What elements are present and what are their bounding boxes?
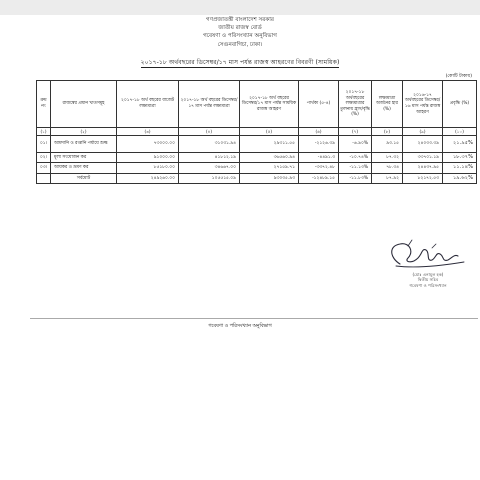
table-row-income-tax	[37, 163, 477, 174]
footer-text: গবেষণা ও পরিসংখ্যান অনুবিভাগ	[208, 324, 272, 329]
cell-provisional-collection: ৩৬৫৬০.৯৪	[240, 153, 299, 163]
cell-achievement-rate: ৭৮.৩৪	[372, 163, 403, 174]
col-header-budget-target: ২০১৭-১৮ অর্থ বছরের বাজেট লক্ষ্যমাত্রা	[117, 81, 179, 128]
col-number: (৯)	[403, 128, 443, 136]
cell-previous-year-collection: ২৪০৩৩.৩৯	[403, 136, 443, 153]
cell-serial: ০১।	[37, 136, 51, 153]
signature-block	[378, 272, 478, 288]
cell-period-target: ৩১০৩১.৯৪	[179, 136, 240, 153]
cell-achievement-rate: ৯৩.১৫	[372, 136, 403, 153]
cell-revenue-head: মূল্য সংযোজন কর	[51, 153, 117, 163]
cell-period-target: ১০৫৫১৫.০৯	[179, 174, 240, 184]
col-header-provisional-collection: ২০১৭-১৮ অর্থ বছরের ডিসেম্বর/১৭ মাস পর্যন্ত সাময়িক রাজস্ব আহরণ	[240, 81, 299, 128]
cell-growth: ১৯.৬২%	[443, 174, 477, 184]
scan-top-band	[0, 0, 480, 15]
col-number: (২)	[51, 128, 117, 136]
revenue-table	[36, 80, 477, 184]
cell-change-vs-target: -১১.১৩%	[339, 163, 372, 174]
header-nbr: জাতীয় রাজস্ব বোর্ড	[218, 25, 262, 31]
cell-change-vs-target: -১১.৮৩%	[339, 174, 372, 184]
cell-budget-target: ৯১০০০.০০	[117, 153, 179, 163]
signatory-name: (মোঃ এনামুল হক)	[412, 272, 444, 277]
col-number: (৭)	[339, 128, 372, 136]
cell-serial: ০৩।	[37, 163, 51, 174]
cell-provisional-collection: ৯৩০৩৫.৯৩	[240, 174, 299, 184]
header-division: গবেষণা ও পরিসংখ্যান অনুবিভাগ	[203, 33, 277, 39]
col-header-change-vs-target: ২০১৭-১৮ অর্থবছরের লক্ষ্যমাত্রার তুলনায় হ্রাস/বৃদ্ধি (%)	[339, 81, 372, 128]
cell-change-vs-target: -৬.৯০%	[339, 136, 372, 153]
cell-difference: -৩৩৭২.৪৮	[299, 163, 339, 174]
cell-total-label: সর্বমোট	[51, 174, 117, 184]
cell-serial: ০২।	[37, 153, 51, 163]
amount-unit-note: (কোটি টাকায়)	[445, 74, 472, 79]
cell-growth: ১১.১৪%	[443, 163, 477, 174]
cell-previous-year-collection: ৮২১৭২.৫৩	[403, 174, 443, 184]
cell-provisional-collection: ২৭১৫৯.৭১	[240, 163, 299, 174]
footer-divider	[30, 318, 478, 319]
cell-change-vs-target: -১০.৭৪%	[339, 153, 372, 163]
table-row-vat	[37, 153, 477, 163]
cell-period-target: ৩৪৬৬৭.০০	[179, 163, 240, 174]
table-header-row	[37, 81, 477, 128]
cell-budget-target: ৮৫১৮০.০০	[117, 163, 179, 174]
column-number-row	[37, 128, 477, 136]
col-number: (৩)	[117, 128, 179, 136]
col-header-difference: পার্থক্য (৫-৪)	[299, 81, 339, 128]
cell-revenue-head: আমদানি ও রপ্তানি পর্যায়ে শুল্ক	[51, 136, 117, 153]
cell-growth: ২১.৯৫%	[443, 136, 477, 153]
cell-previous-year-collection: ৩৩৭০১.১৯	[403, 153, 443, 163]
cell-period-target: ৪১৮১২.১৯	[179, 153, 240, 163]
col-number: (৫)	[240, 128, 299, 136]
signatory-office: গবেষণা ও পরিসংখ্যান	[409, 282, 447, 288]
cell-previous-year-collection: ২৪৪৩৭.৯৫	[403, 163, 443, 174]
cell-achievement-rate: ৮৭.৯২	[372, 174, 403, 184]
col-header-growth: প্রবৃদ্ধি (%)	[443, 81, 477, 128]
cell-difference: -৪৪৯১.৩	[299, 153, 339, 163]
signatory-designation: দ্বিতীয় সচিব	[417, 277, 439, 283]
col-number: (৬)	[299, 128, 339, 136]
cell-difference: -২১২৬.৩৯	[299, 136, 339, 153]
col-number: (৪)	[179, 128, 240, 136]
header-address: সেগুনবাগিচা, ঢাকা।	[217, 42, 263, 48]
col-header-revenue-head: রাজস্বের প্রধান খাতসমূহ	[51, 81, 117, 128]
col-header-serial: ক্রম নং	[37, 81, 51, 128]
cell-difference: -১২৪৮৯.১৫	[299, 174, 339, 184]
col-header-achievement-rate: লক্ষ্যমাত্রা অর্জনের হার (%)	[372, 81, 403, 128]
col-number: (৮)	[372, 128, 403, 136]
cell-serial	[37, 174, 51, 184]
cell-budget-target: ২৪৯২৬০.০০	[117, 174, 179, 184]
document-title	[0, 59, 480, 67]
cell-budget-target: ৭৩০০০.০০	[117, 136, 179, 153]
document-title-text: ২০১৭-১৮ অর্থবছরের ডিসেম্বর/১৭ মাস পর্যন্ত রাজস্ব আহরণের বিবরণী (সাময়িক)	[140, 59, 340, 66]
col-number: (১)	[37, 128, 51, 136]
col-header-previous-year-collection: ২০১৬-১৭ অর্থবছরের ডিসেম্বর/১৬ মাস পর্যন্ত রাজস্ব আহরণ	[403, 81, 443, 128]
cell-growth: ১৮.৩৭%	[443, 153, 477, 163]
col-number: (১০)	[443, 128, 477, 136]
col-header-period-target: ২০১৭-১৮ অর্থ বছরের ডিসেম্বর/১৭ মাস পর্যন্ত লক্ষ্যমাত্রা	[179, 81, 240, 128]
header-government: গণপ্রজাতন্ত্রী বাংলাদেশ সরকার	[206, 17, 274, 23]
table-row-customs	[37, 136, 477, 153]
cell-revenue-head: আয়কর ও ভ্রমণ কর	[51, 163, 117, 174]
signature-image	[378, 238, 478, 274]
cell-provisional-collection: ২৯৩১১.৫৫	[240, 136, 299, 153]
cell-achievement-rate: ৮৭.৩২	[372, 153, 403, 163]
table-row-total	[37, 174, 477, 184]
